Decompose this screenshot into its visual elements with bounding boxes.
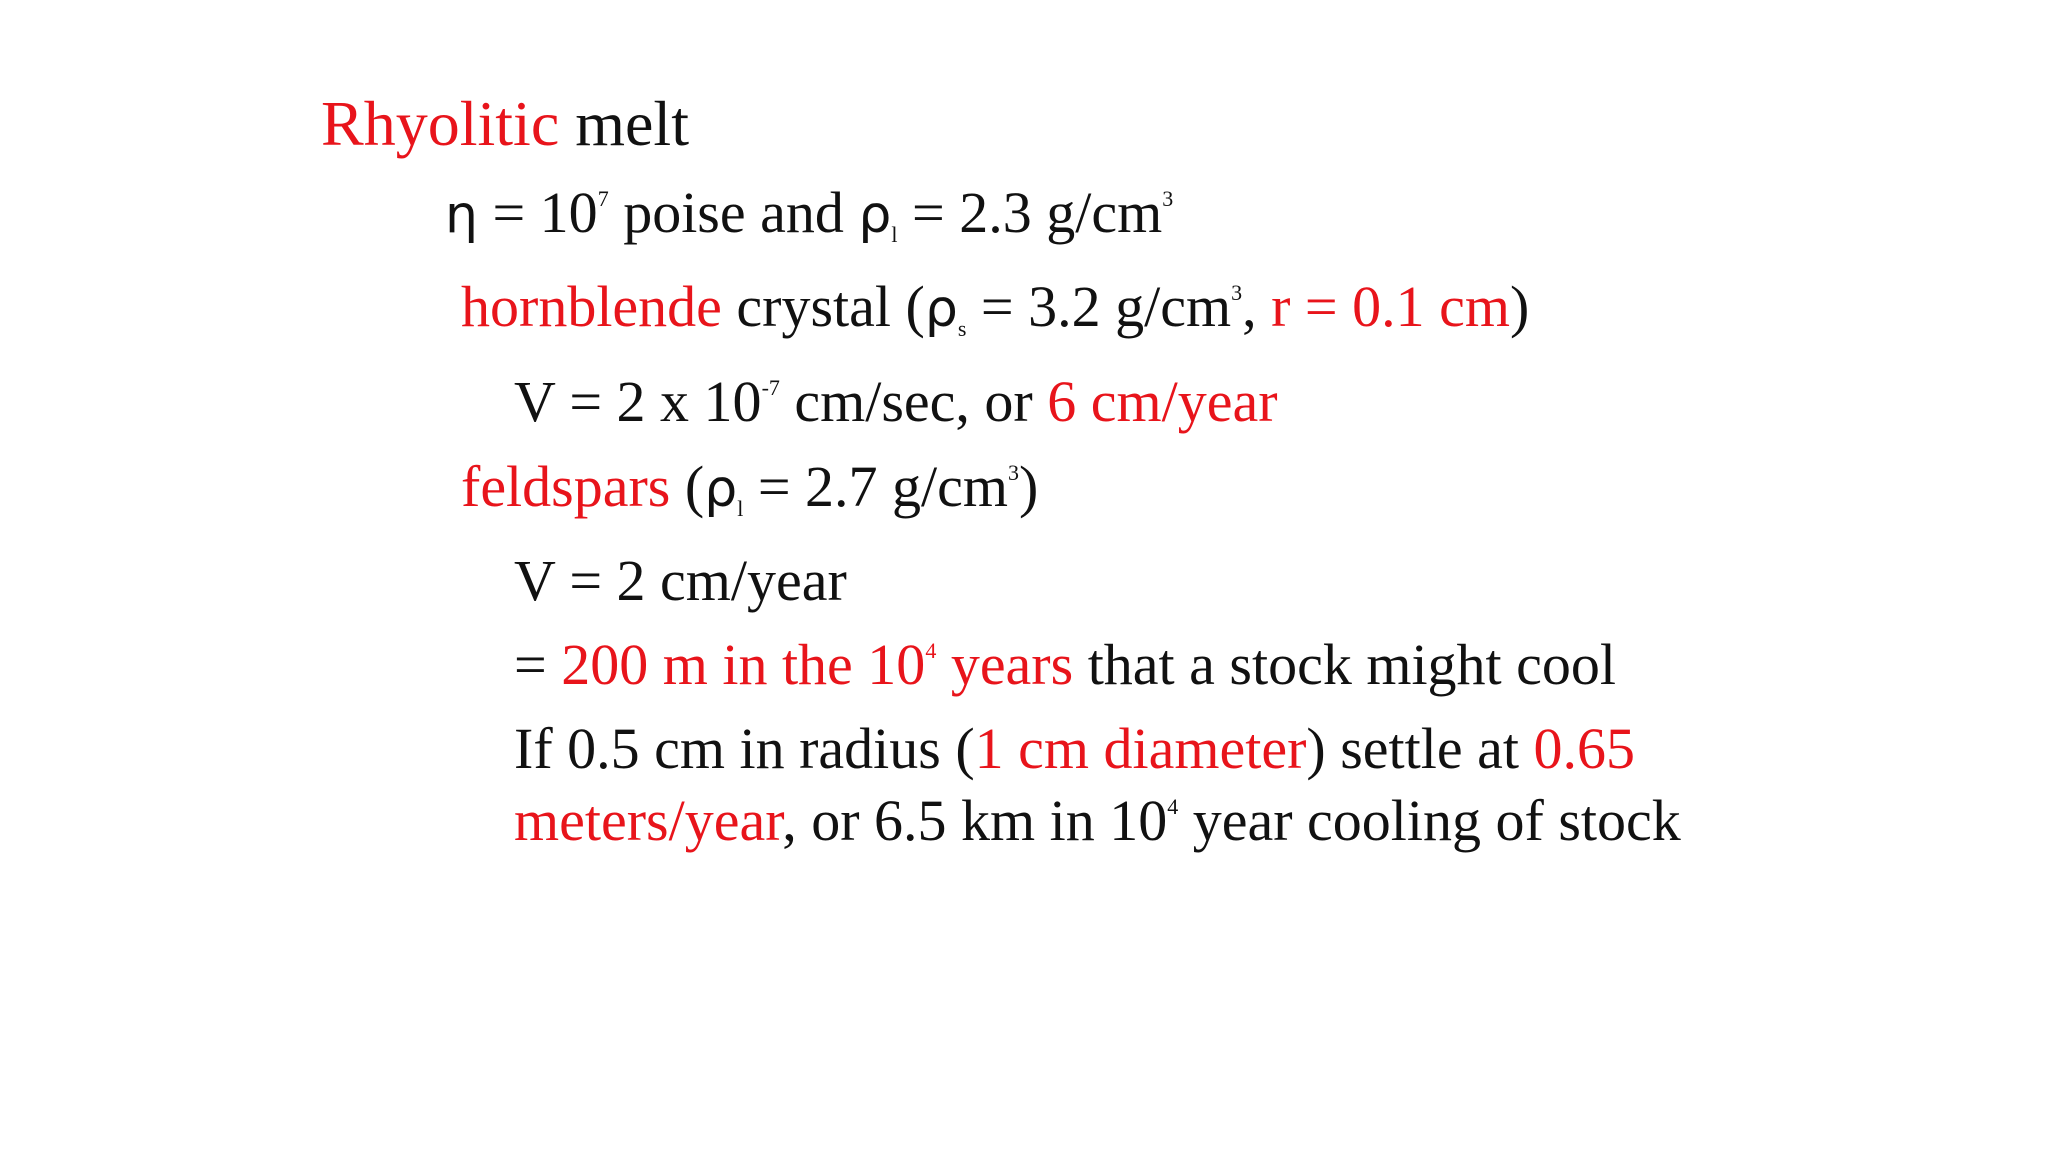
rho-symbol: ρ [858,185,892,245]
rho-symbol: ρ [924,279,958,339]
distance-km-text: , or 6.5 km in 10 [782,788,1168,853]
title-rhyolitic: Rhyolitic [321,88,560,159]
melt-density-text: = 2.3 g/cm [897,180,1163,245]
feldspar-line [461,454,1039,521]
feldspar-velocity-line: V = 2 cm/year [514,548,847,613]
radius-line [514,716,1635,781]
slide-title [321,88,689,159]
viscosity-line [445,180,1174,247]
eta-symbol: η [445,185,478,245]
close-paren: ) [1019,454,1039,519]
year-exponent: 4 [1167,794,1179,819]
viscosity-text: = 10 [477,180,598,245]
unit-exponent: 3 [1231,280,1243,305]
rho-subscript: l [737,496,744,521]
title-melt: melt [559,88,689,159]
poise-text: poise and [608,180,859,245]
velocity-unit-text: cm/sec, or [779,369,1048,434]
rho-symbol: ρ [704,459,738,519]
equals-text: = [514,632,562,697]
unit-exponent: 3 [1008,460,1020,485]
distance-value: 200 m in the 10 [561,632,926,697]
close-paren: ) [1510,274,1530,339]
open-paren: ( [670,454,705,519]
distance-line [514,632,1617,697]
feldspar-density-text: = 2.7 g/cm [743,454,1009,519]
hornblende-label: hornblende [461,274,722,339]
velocity-per-year: 6 cm/year [1047,369,1278,434]
hornblende-velocity-line [514,369,1278,434]
hornblende-density-text: = 3.2 g/cm [966,274,1232,339]
crystal-text: crystal ( [721,274,925,339]
diameter-value: 1 cm diameter [974,716,1307,781]
separator-text: , [1242,274,1272,339]
rho-subscript: l [891,222,898,247]
settle-rate-unit: meters/year [514,788,783,853]
viscosity-exponent: 7 [597,186,609,211]
years-text: years [936,632,1074,697]
stock-cool-text: that a stock might cool [1073,632,1617,697]
feldspars-label: feldspars [461,454,671,519]
settle-text: ) settle at [1306,716,1534,781]
radius-value: r = 0.1 cm [1271,274,1510,339]
hornblende-line [461,274,1530,341]
rho-subscript: s [957,316,967,341]
velocity-exponent: -7 [761,375,780,400]
unit-exponent: 3 [1162,186,1174,211]
velocity-text: V = 2 x 10 [514,369,762,434]
settle-rate-value: 0.65 [1533,716,1635,781]
radius-text: If 0.5 cm in radius ( [514,716,975,781]
radius-line-continued [514,788,1681,853]
cooling-text: year cooling of stock [1178,788,1681,853]
years-exponent: 4 [925,638,937,663]
